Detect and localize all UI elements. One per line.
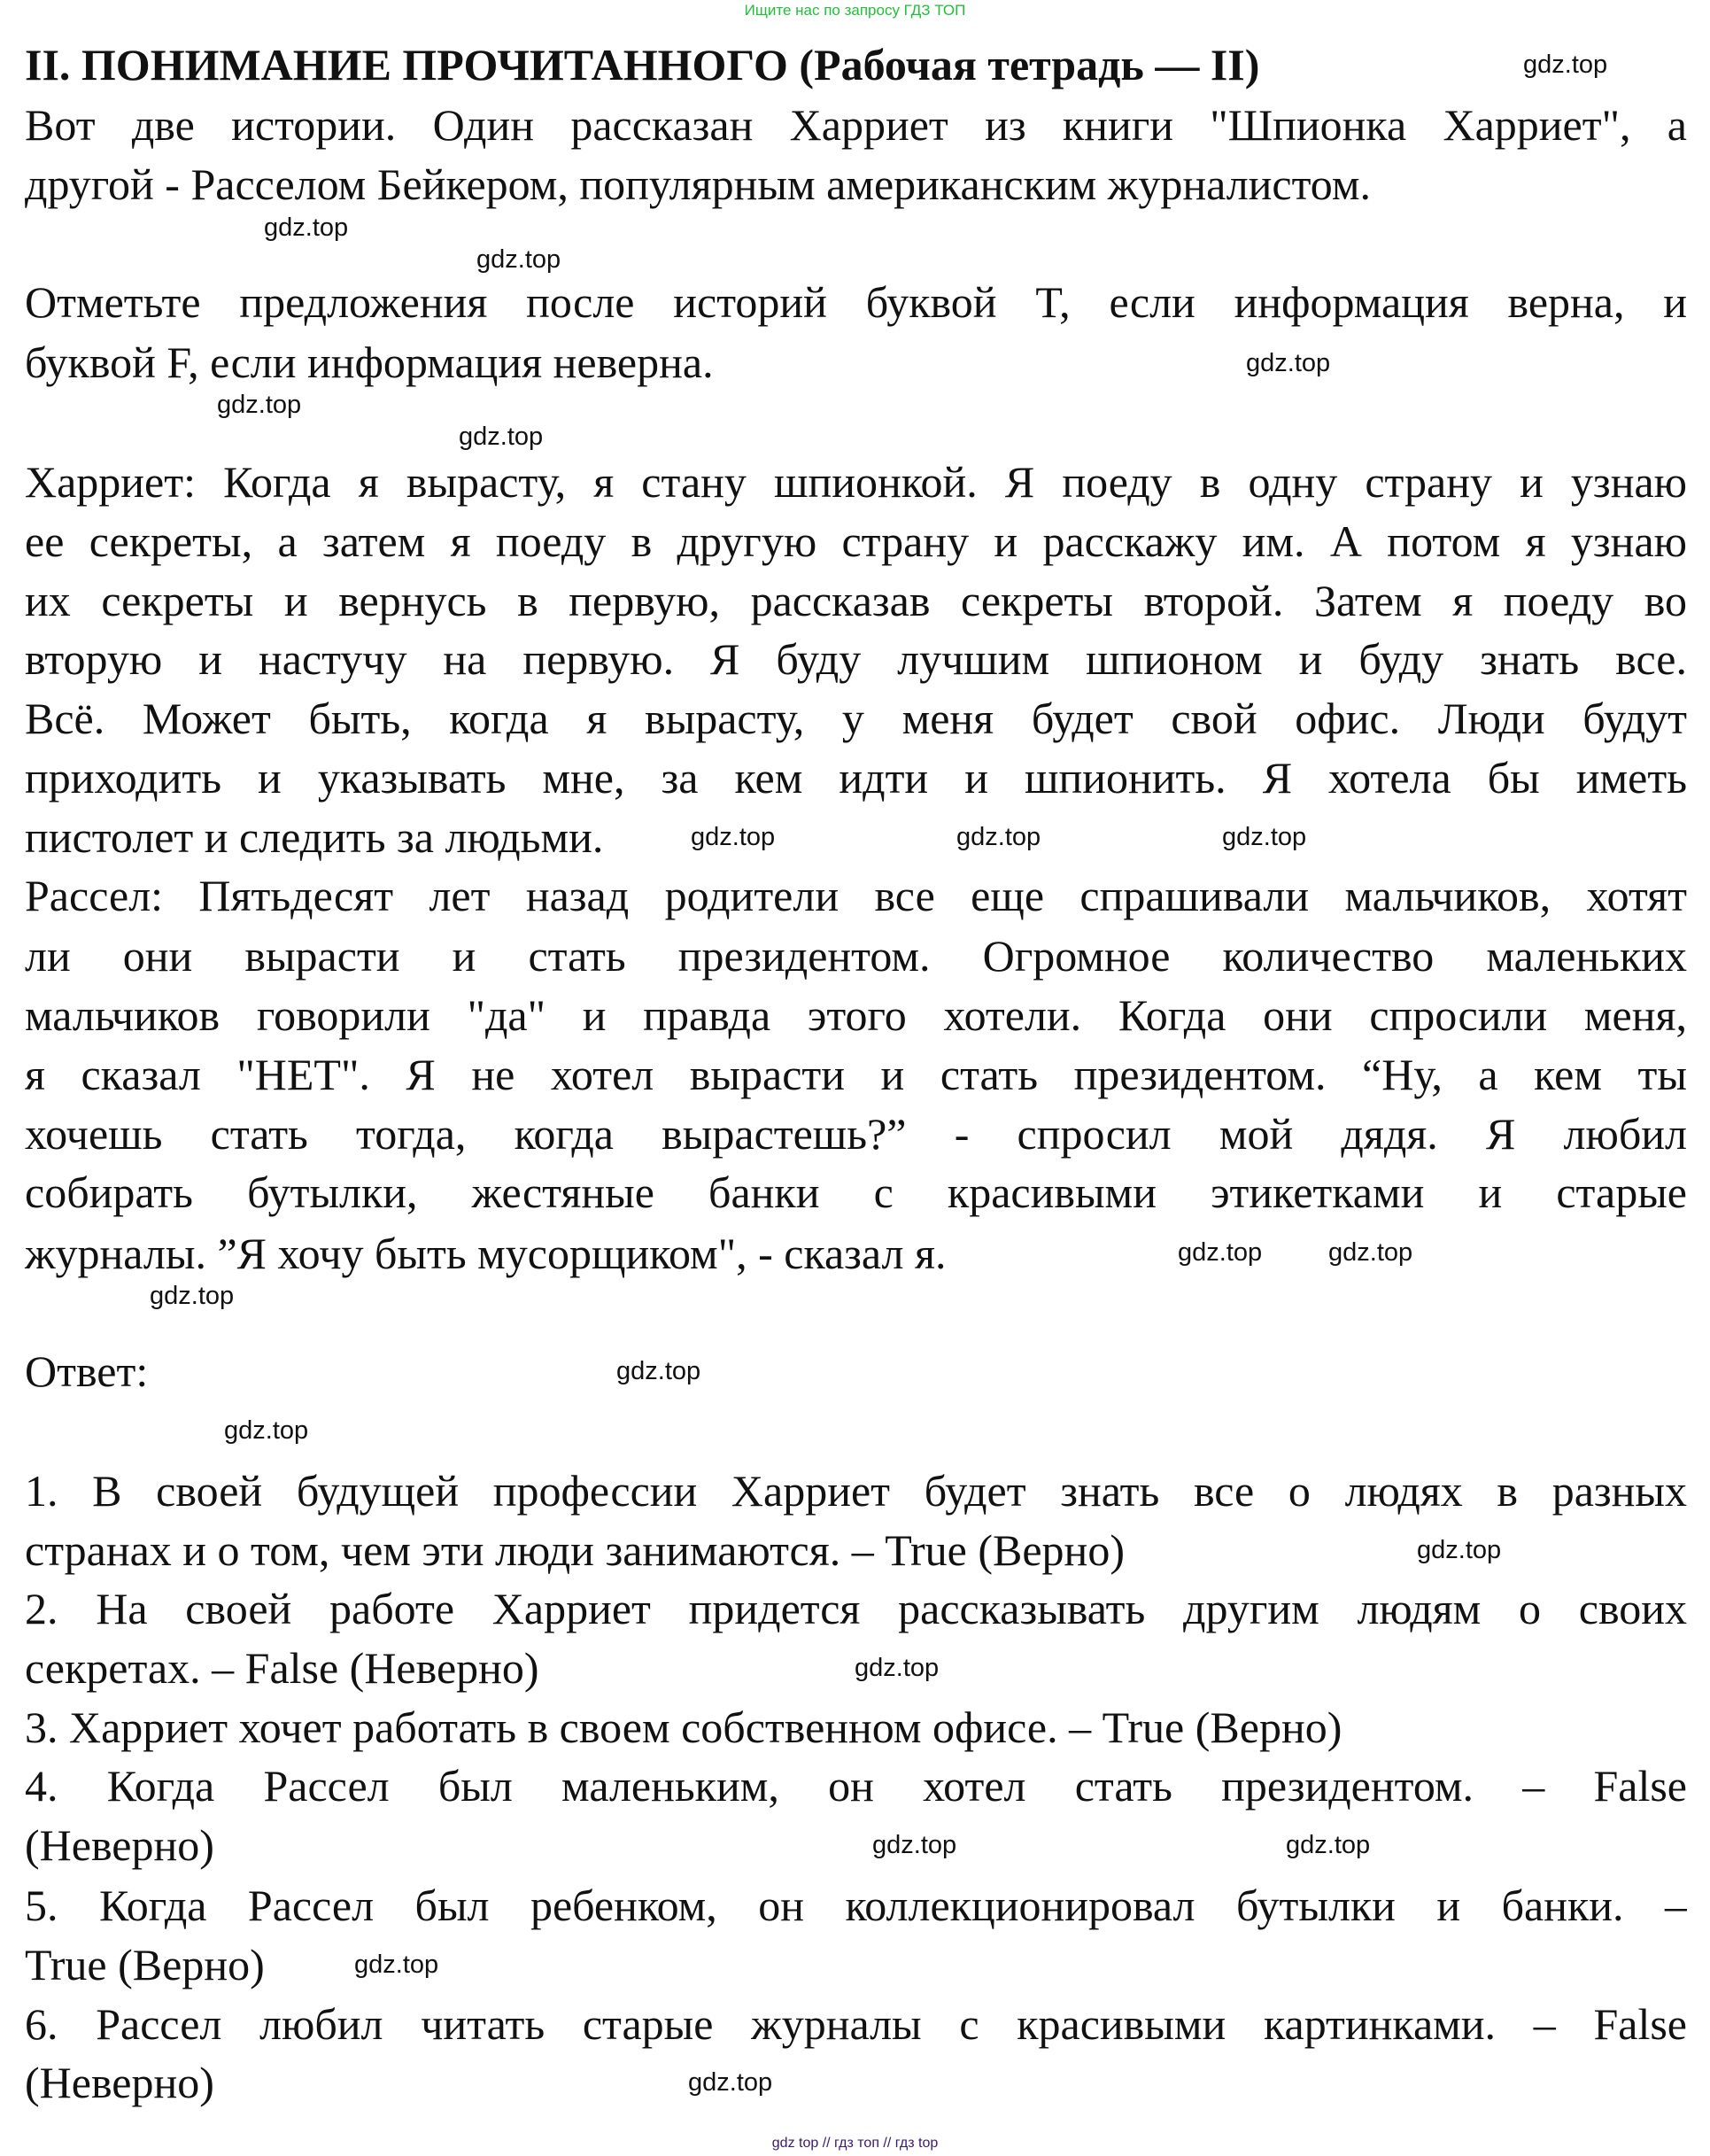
- watermark: gdz.top: [264, 213, 349, 242]
- text-line: приходить и указывать мне, за кем идти и шпионить. Я хотела бы иметь: [25, 753, 1687, 803]
- watermark: gdz.top: [354, 1950, 439, 1979]
- text-line: собирать бутылки, жестяные банки с красивыми этикетками и старые: [25, 1167, 1687, 1217]
- text-line: 5. Когда Рассел был ребенком, он коллекционировал бутылки и банки. –: [25, 1881, 1687, 1930]
- watermark: gdz.top: [1178, 1238, 1263, 1267]
- text-line: 4. Когда Рассел был маленьким, он хотел стать президентом. – False: [25, 1761, 1687, 1811]
- text-line: Всё. Может быть, когда я вырасту, у меня будет свой офис. Люди будут: [25, 694, 1687, 743]
- watermark: gdz.top: [1222, 823, 1307, 851]
- watermark: gdz.top: [616, 1357, 701, 1385]
- text-line: секретах. – False (Неверно): [25, 1643, 539, 1693]
- watermark: gdz.top: [150, 1282, 235, 1310]
- watermark: gdz.top: [691, 823, 776, 851]
- watermark: gdz.top: [459, 423, 544, 451]
- text-line: другой - Расселом Бейкером, популярным американским журналистом.: [25, 159, 1371, 209]
- text-line: ли они вырасти и стать президентом. Огромное количество маленьких: [25, 931, 1687, 981]
- text-line: Вот две истории. Один рассказан Харриет из книги "Шпионка Харриет", а: [25, 100, 1687, 150]
- watermark: gdz.top: [956, 823, 1041, 851]
- section-title: II. ПОНИМАНИЕ ПРОЧИТАННОГО (Рабочая тетрадь — II): [25, 40, 1260, 89]
- watermark: gdz.top: [1417, 1536, 1502, 1564]
- text-line: мальчиков говорили "да" и правда этого хотели. Когда они спросили меня,: [25, 990, 1687, 1040]
- text-line: я сказал "НЕТ". Я не хотел вырасти и стать президентом. “Ну, а кем ты: [25, 1050, 1687, 1099]
- watermark: gdz.top: [855, 1654, 940, 1682]
- text-line: ее секреты, а затем я поеду в другую страну и расскажу им. А потом я узнаю: [25, 516, 1687, 566]
- footer-banner: gdz top // гдз топ // гдз top: [771, 2136, 939, 2151]
- text-line: пистолет и следить за людьми.: [25, 812, 604, 862]
- text-line: Отметьте предложения после историй буквой T, если информация верна, и: [25, 277, 1687, 327]
- text-line: (Неверно): [25, 2058, 214, 2107]
- text-line: их секреты и вернусь в первую, рассказав секреты второй. Затем я поеду во: [25, 576, 1687, 625]
- text-line: Харриет: Когда я вырасту, я стану шпионкой. Я поеду в одну страну и узнаю: [25, 457, 1687, 507]
- watermark: gdz.top: [1286, 1831, 1371, 1859]
- text-line: журналы. ”Я хочу быть мусорщиком", - сказал я.: [25, 1229, 947, 1278]
- text-line: 2. На своей работе Харриет придется рассказывать другим людям о своих: [25, 1584, 1687, 1633]
- text-line: 1. В своей будущей профессии Харриет будет знать все о людях в разных: [25, 1466, 1687, 1516]
- text-line: буквой F, если информация неверна.: [25, 337, 714, 387]
- text-line: хочешь стать тогда, когда вырастешь?” - спросил мой дядя. Я любил: [25, 1109, 1687, 1159]
- text-line: вторую и настучу на первую. Я буду лучшим шпионом и буду знать все.: [25, 634, 1687, 684]
- watermark: gdz.top: [1246, 349, 1331, 377]
- watermark: gdz.top: [476, 245, 561, 274]
- watermark: gdz.top: [872, 1831, 957, 1859]
- watermark: gdz.top: [217, 391, 302, 419]
- text-line: True (Верно): [25, 1940, 265, 1989]
- text-line: (Неверно): [25, 1820, 214, 1870]
- watermark: gdz.top: [688, 2068, 773, 2097]
- text-line: 6. Рассел любил читать старые журналы с красивыми картинками. – False: [25, 1999, 1687, 2049]
- text-line: 3. Харриет хочет работать в своем собственном офисе. – True (Верно): [25, 1702, 1342, 1752]
- watermark: gdz.top: [1523, 50, 1608, 79]
- text-line: Ответ:: [25, 1346, 149, 1396]
- watermark: gdz.top: [1328, 1238, 1413, 1267]
- text-line: странах и о том, чем эти люди занимаются. – True (Верно): [25, 1525, 1125, 1575]
- text-line: Рассел: Пятьдесят лет назад родители все еще спрашивали мальчиков, хотят: [25, 871, 1687, 920]
- search-banner: Ищите нас по запросу ГДЗ ТОП: [744, 2, 966, 19]
- watermark: gdz.top: [224, 1416, 309, 1445]
